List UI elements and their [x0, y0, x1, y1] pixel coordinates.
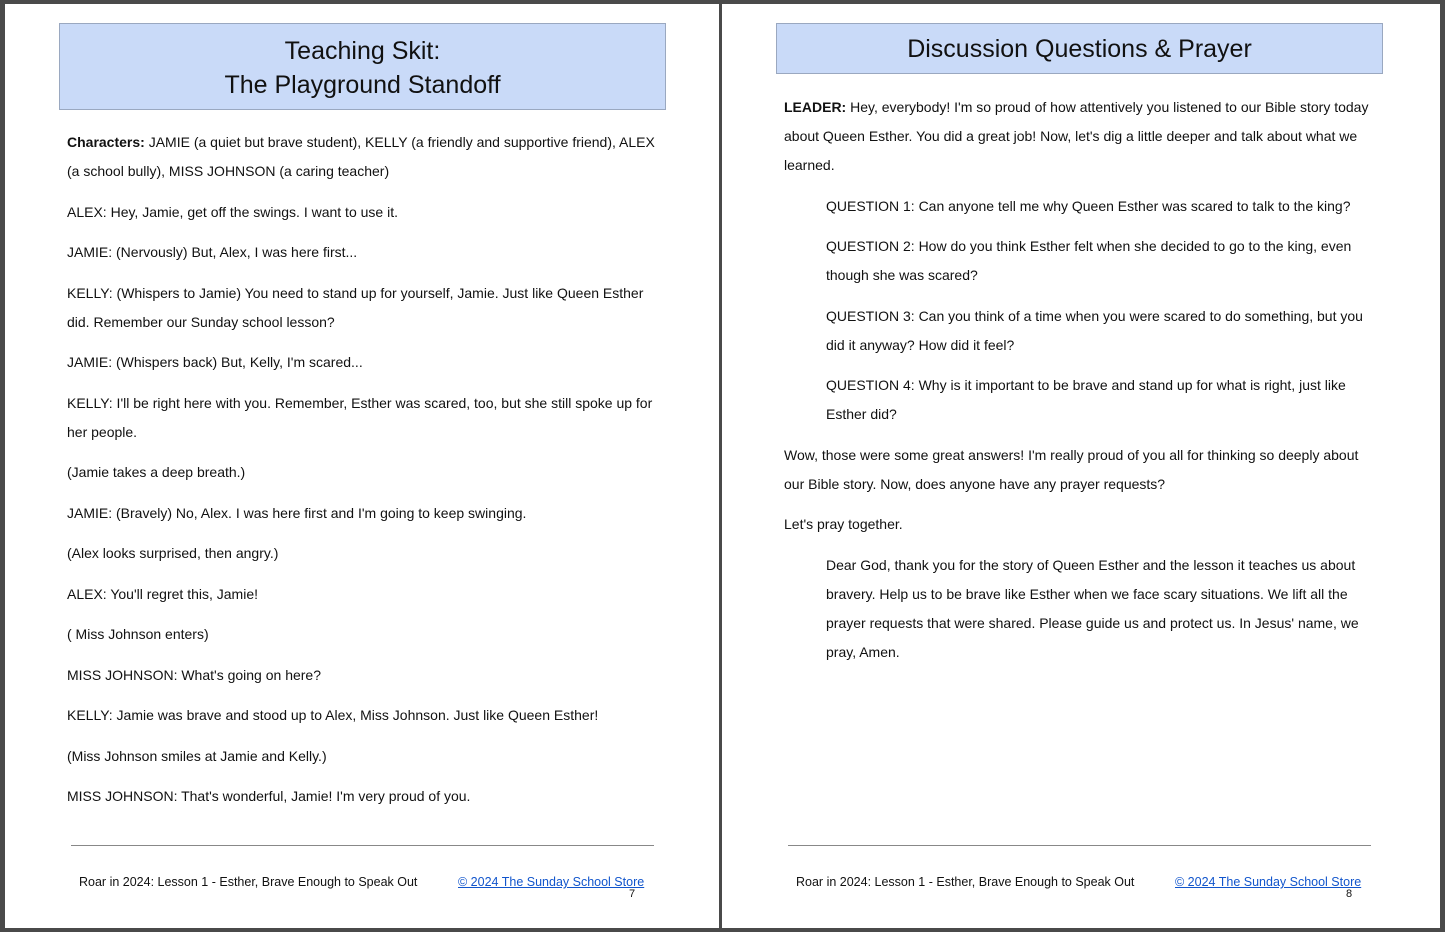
question-item: QUESTION 2: How do you think Esther felt when she decided to go to the king, even though she was scared?	[826, 238, 1352, 283]
skit-line: MISS JOHNSON: What's going on here?	[67, 666, 321, 683]
footer-lesson-title: Roar in 2024: Lesson 1 - Esther, Brave Enough to Speak Out	[79, 875, 418, 889]
footer-divider	[788, 845, 1371, 846]
page-8	[722, 4, 1440, 928]
question-item: QUESTION 3: Can you think of a time when you were scared to do something, but you did it anyway? How did it feel?	[826, 307, 1363, 353]
characters-text: JAMIE (a quiet but brave student), KELLY (a friendly and supportive friend), ALEX (a school bully), MISS JOHNSON (a caring teacher)	[67, 134, 655, 179]
skit-line: KELLY: (Whispers to Jamie) You need to stand up for yourself, Jamie. Just like Queen Esther did. Remember our Sunday school lesson?	[67, 284, 644, 330]
skit-line: JAMIE: (Nervously) But, Alex, I was here first...	[67, 244, 358, 260]
page-number: 8	[1346, 888, 1353, 900]
skit-line: JAMIE: (Bravely) No, Alex. I was here first and I'm going to keep swinging.	[67, 504, 527, 521]
skit-line: JAMIE: (Whispers back) But, Kelly, I'm scared...	[67, 354, 363, 370]
footer-divider	[71, 845, 654, 846]
leader-text: Hey, everybody! I'm so proud of how attentively you listened to our Bible story today about Queen Esther. You did a great job! Now, let's dig a little deeper and talk about what we learned.	[784, 99, 1369, 173]
prayer-paragraph: Dear God, thank you for the story of Queen Esther and the lesson it teaches us about bravery. Help us to be brave like Esther when we face scary situations. We lift all the prayer requests that were shared. Please guide us and protect us. In Jesus' name, we pray, Amen.	[826, 556, 1359, 660]
skit-body	[67, 128, 663, 823]
pray-intro: Let's pray together.	[784, 516, 903, 532]
skit-title-line2: The Playground Standoff	[224, 71, 501, 99]
copyright-link[interactable]: © 2024 The Sunday School Store	[458, 875, 645, 889]
skit-line: (Miss Johnson smiles at Jamie and Kelly.)	[67, 747, 327, 764]
copyright-link[interactable]: © 2024 The Sunday School Store	[1175, 875, 1362, 889]
skit-title-box	[59, 23, 666, 110]
characters-label: Characters:	[67, 134, 145, 150]
question-item: QUESTION 4: Why is it important to be brave and stand up for what is right, just like Esther did?	[826, 377, 1346, 422]
followup-paragraph: Wow, those were some great answers! I'm really proud of you all for thinking so deeply about our Bible story. Now, does anyone have any prayer requests?	[784, 446, 1359, 492]
skit-line: ( Miss Johnson enters)	[67, 626, 209, 642]
discussion-body	[784, 93, 1380, 678]
skit-line: ALEX: You'll regret this, Jamie!	[67, 585, 258, 602]
discussion-title: Discussion Questions & Prayer	[907, 35, 1252, 63]
skit-line: KELLY: I'll be right here with you. Remember, Esther was scared, too, but she still spoke up for her people.	[67, 394, 653, 440]
leader-label: LEADER:	[784, 99, 847, 115]
skit-title-line1: Teaching Skit:	[284, 37, 441, 65]
footer-lesson-title: Roar in 2024: Lesson 1 - Esther, Brave Enough to Speak Out	[796, 875, 1135, 889]
skit-line: ALEX: Hey, Jamie, get off the swings. I want to use it.	[67, 203, 398, 220]
discussion-title-box	[776, 23, 1383, 74]
characters-paragraph	[67, 128, 663, 186]
skit-line: (Alex looks surprised, then angry.)	[67, 545, 279, 561]
page-number: 7	[629, 888, 636, 900]
question-item: QUESTION 1: Can anyone tell me why Queen Esther was scared to talk to the king?	[826, 197, 1351, 214]
skit-line: KELLY: Jamie was brave and stood up to Alex, Miss Johnson. Just like Queen Esther!	[67, 707, 599, 723]
leader-paragraph	[784, 93, 1380, 180]
skit-line: MISS JOHNSON: That's wonderful, Jamie! I'm very proud of you.	[67, 788, 471, 804]
page-7	[5, 4, 719, 928]
skit-line: (Jamie takes a deep breath.)	[67, 464, 246, 480]
